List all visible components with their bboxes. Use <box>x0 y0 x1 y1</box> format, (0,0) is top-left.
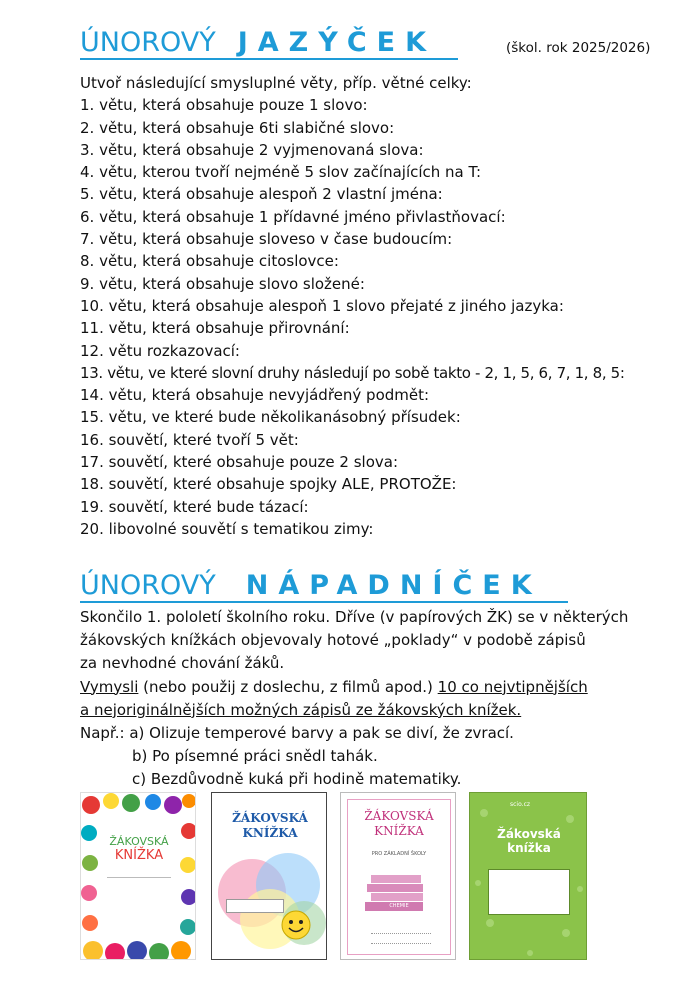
imagine-word: Vymysli <box>80 677 139 696</box>
book-stack-image <box>341 793 456 960</box>
paragraph-line: žákovských knížkách objevovaly hotové „poklady“ v podobě zápisů <box>80 631 586 650</box>
cover-3-stack-label: CHEMIE <box>389 903 409 909</box>
task-item: 12. větu rozkazovací: <box>80 341 240 360</box>
title-2-word: ÚNOROVÝ <box>80 570 216 601</box>
cover-3-line1: ŽÁKOVSKÁ <box>364 809 434 823</box>
task-item: 15. větu, ve které bude několikanásobný přísudek: <box>80 408 461 427</box>
title-1-spaced: JAZÝČEK <box>237 27 437 58</box>
task-item: 2. větu, která obsahuje 6ti slabičné slovo: <box>80 118 395 137</box>
task-item: 11. větu, která obsahuje přirovnání: <box>80 319 350 338</box>
task-item: 20. libovolné souvětí s tematikou zimy: <box>80 519 374 538</box>
paragraph-emphasis: a nejoriginálnějších možných zápisů ze žákovských knížek. <box>80 700 522 719</box>
intro-line: Utvoř následující smysluplné věty, příp. větné celky: <box>80 74 472 92</box>
booklet-cover-3 <box>340 792 456 960</box>
booklet-covers <box>0 792 696 962</box>
task-item: 8. větu, která obsahuje citoslovce: <box>80 252 339 271</box>
cover-1-line2: KNÍŽKA <box>114 848 164 863</box>
task-item: 5. větu, která obsahuje alespoň 2 vlastní jména: <box>80 185 443 204</box>
example-line: Např.: a) Olizuje temperové barvy a pak se diví, že zvrací. <box>80 724 514 743</box>
task-item: 4. větu, kterou tvoří nejméně 5 slov začínajících na T: <box>80 163 482 182</box>
cover-4-title <box>470 827 587 855</box>
example-line: b) Po písemné práci snědl tahák. <box>132 747 378 766</box>
cover-4-brand: scio.cz <box>510 801 531 808</box>
task-item: 9. větu, která obsahuje slovo složené: <box>80 274 365 293</box>
cover-1-label-box <box>107 877 171 900</box>
task-item: 7. větu, která obsahuje sloveso v čase budoucím: <box>80 230 453 249</box>
cover-4-line1: Žákovská <box>497 827 561 841</box>
paragraph-line: Skončilo 1. pololetí školního roku. Dříve (v papírových ŽK) se v některých <box>80 608 629 626</box>
task-list <box>80 72 625 540</box>
title-2-spaced: NÁPADNÍČEK <box>245 570 542 601</box>
paragraph-line <box>80 699 628 722</box>
task-item: 18. souvětí, které obsahuje spojky ALE, PROTOŽE: <box>80 475 457 494</box>
cover-4-label-box <box>488 869 570 915</box>
title-1-word: ÚNOROVÝ <box>80 27 216 58</box>
assignment-paragraph <box>80 606 628 792</box>
task-item: 10. větu, která obsahuje alespoň 1 slovo přejaté z jiného jazyka: <box>80 296 564 315</box>
watercolor-image <box>212 793 327 960</box>
cover-3-subtitle: PRO ZÁKLADNÍ ŠKOLY <box>371 851 427 857</box>
task-item: 16. souvětí, které tvoří 5 vět: <box>80 430 299 449</box>
cover-2-label-box <box>226 899 284 913</box>
task-item: 14. větu, která obsahuje nevyjádřený podmět: <box>80 386 430 405</box>
task-item: 13. větu, ve které slovní druhy následují po sobě takto - 2, 1, 5, 6, 7, 1, 8, 5: <box>80 363 625 382</box>
task-item: 6. větu, která obsahuje 1 přídavné jméno přivlastňovací: <box>80 207 506 226</box>
booklet-cover-4 <box>469 792 587 960</box>
paragraph-line <box>80 676 628 699</box>
cover-3-field-line <box>371 933 431 934</box>
task-item: 17. souvětí, které obsahuje pouze 2 slova: <box>80 453 398 472</box>
paragraph-fragment: (nebo použij z doslechu, z filmů apod.) <box>138 677 438 696</box>
booklet-cover-2 <box>211 792 327 960</box>
task-item: 3. větu, která obsahuje 2 vyjmenovaná slova: <box>80 140 424 159</box>
cover-3-field-line <box>371 943 431 944</box>
cover-1-line1: ŽÁKOVSKÁ <box>109 835 169 848</box>
paragraph-line: za nevhodné chování žáků. <box>80 654 285 673</box>
task-item: 1. větu, která obsahuje pouze 1 slovo: <box>80 96 368 115</box>
paragraph-emphasis: 10 co nejvtipnějších <box>437 677 588 696</box>
cover-2-line1: ŽÁKOVSKÁ <box>232 811 308 825</box>
title-1-underline <box>80 58 458 60</box>
title-2 <box>80 572 542 599</box>
example-line: c) Bezdůvodně kuká při hodině matematiky. <box>132 770 462 789</box>
booklet-cover-1 <box>80 792 196 960</box>
cover-4-line2: knížka <box>507 841 551 855</box>
title-1 <box>80 29 436 56</box>
cover-1-title <box>81 835 196 863</box>
cover-3-line2: KNÍŽKA <box>374 824 424 838</box>
cover-2-line2: KNÍŽKA <box>242 826 298 840</box>
school-year: (škol. rok 2025/2026) <box>506 40 651 56</box>
title-2-underline <box>80 601 568 603</box>
task-item: 19. souvětí, které bude tázací: <box>80 497 309 516</box>
